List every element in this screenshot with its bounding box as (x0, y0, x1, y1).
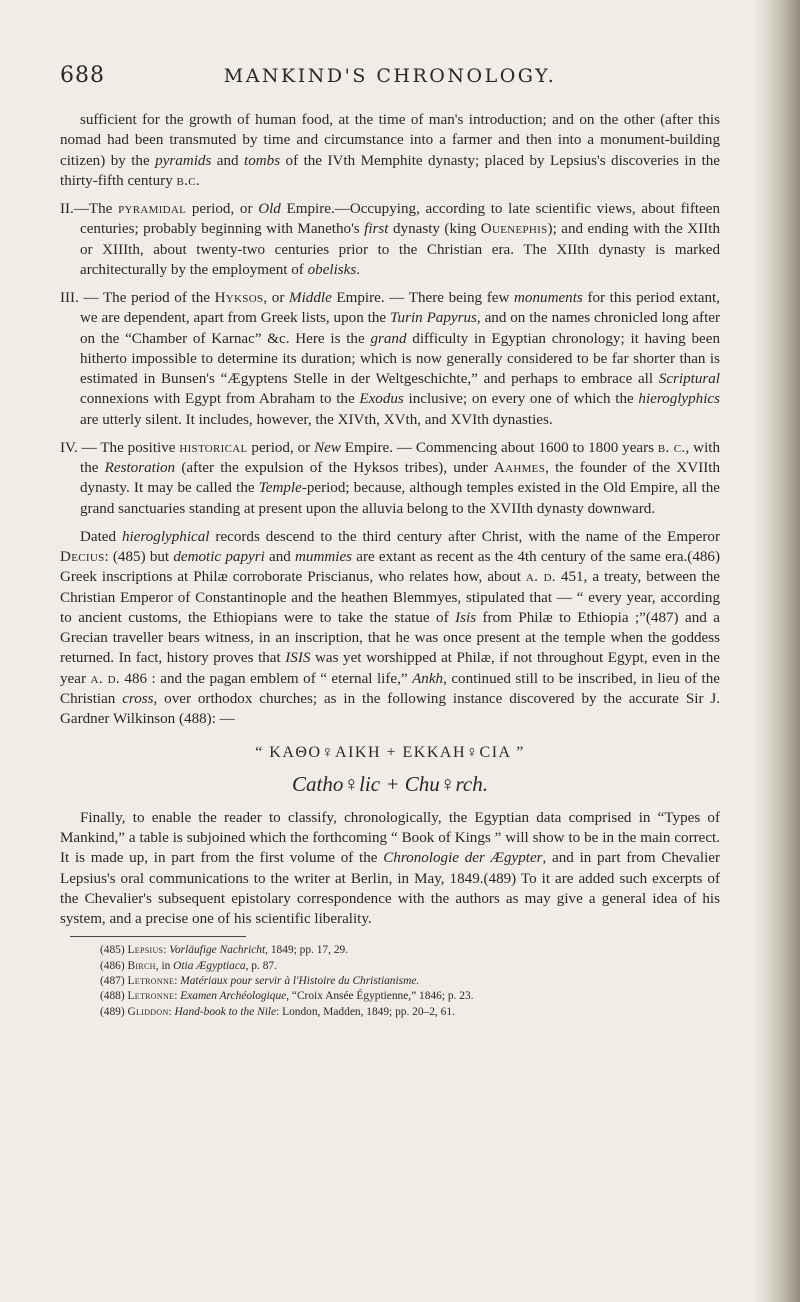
text-run: (488) (100, 990, 128, 1003)
italic-text: Examen Archéologique (180, 990, 287, 1003)
italic-text: tombs (244, 152, 281, 169)
text-run: , and in part from Chevalier Lepsius's oral communications to the writer at Berlin, in May, 1849.(489) To it are added such excerpts of the Chevalier's subsequent epistolary correspondence with the authors as may give a general idea of his system, and a precise one of his scientific liberality. (60, 850, 720, 927)
latin-inscription: Catho♀lic + Chu♀rch. (292, 771, 488, 796)
footnote-488 (100, 989, 720, 1004)
small-caps-text: Gliddon (127, 1005, 169, 1018)
italic-text: cross (122, 690, 154, 707)
italic-text: Middle (289, 290, 332, 306)
text-run: 451, a treaty, between the Christian Emperor of Constantinople and the heathen Blemmyes, stipulated that — “ every year, according to ancient customs, the Ethiopians were to take the statue of (60, 569, 720, 626)
italic-text: New (314, 439, 341, 456)
paragraph-hieroglyphical-records (60, 527, 720, 730)
footnote-487 (100, 974, 720, 989)
italic-text: Matériaux pour servir à l'Histoire du Christianisme. (180, 975, 420, 988)
text-run: Empire.—Occupying, according to late scientific views, about fifteen centuries; probably beginning with Manetho's (80, 201, 720, 238)
italic-text: Otia Ægyptiaca (173, 959, 246, 972)
footnote-485 (100, 943, 720, 958)
text-run: inclusive; on every one of which the (403, 391, 639, 408)
small-caps-text: b. c. (657, 439, 686, 456)
small-caps-text: Hyksos (214, 290, 264, 306)
running-head: MANKIND'S CHRONOLOGY. (223, 65, 557, 87)
italic-text: Old (258, 201, 281, 217)
text-run: ); and ending with the XIIth or XIIIth, about twenty-two centuries prior to the Christian era. The XIIth dynasty is marked architecturally by the employment of (80, 221, 720, 278)
text-run: : (174, 975, 181, 988)
text-run: (after the expulsion of the Hyksos tribes), under (175, 460, 494, 476)
text-run: , p. 87. (245, 959, 277, 972)
text-run: . (356, 261, 361, 278)
text-run: and (211, 152, 245, 169)
italic-text: Hand-book to the Nile (174, 1005, 277, 1018)
small-caps-text: pyramidal (118, 201, 187, 217)
italic-text: Turin Papyrus (389, 310, 477, 327)
text-run: : (163, 944, 170, 957)
paragraph-hyksos-period (60, 288, 720, 430)
italic-text: Temple (258, 480, 302, 497)
italic-text: hieroglyphics (638, 391, 720, 408)
italic-text: Restoration (104, 460, 176, 476)
footnote-486 (100, 959, 720, 974)
text-run: -period; because, although temples existed in the Old Empire, all the grand sanctuaries standing at present upon the alluvia belong to the XVIIth dynasty downward. (80, 480, 720, 517)
italic-text: grand (370, 330, 407, 347)
text-run: of the IVth Memphite dynasty; placed by Lepsius's discoveries in the thirty-fifth century (60, 152, 721, 189)
text-run: (487) (100, 975, 128, 988)
text-run: and (264, 549, 296, 565)
italic-text: hieroglyphical (122, 528, 210, 545)
greek-inscription: “ KAΘO♀AIKH + EKKAH♀CIA ” (255, 744, 525, 762)
text-run: for this period extant, we are dependent, apart from Greek lists, upon the (80, 290, 720, 327)
italic-text: Exodus (359, 391, 404, 408)
page-header (60, 63, 720, 93)
text-run: Finally, to enable the reader to classify, chronologically, the Egyptian data comprised in “Types of Mankind,” a table is subjoined which the forthcoming “ Book of Kings ” will show to be in the main correct. It is made up, in part from the first volume of the (60, 809, 720, 867)
text-run: : (168, 1005, 175, 1018)
paragraph-intro (60, 110, 720, 191)
text-run: connexions with Egypt from Abraham to the (80, 391, 360, 408)
paragraph-pyramidal-period (60, 199, 720, 280)
italic-text: obelisks (307, 261, 357, 278)
text-run: , with the (80, 439, 720, 476)
text-run: difficulty in Egyptian chronology; it having been hitherto impossible to determine its duration; which is now generally considered to be far shorter than is estimated in Bunsen's “Ægyptens Stelle in der Weltgeschichte,” and perhaps to embrace all (80, 330, 720, 387)
italic-text: demotic papyri (173, 549, 265, 565)
italic-text: Scriptural (658, 371, 720, 387)
small-caps-text: Letronne (127, 990, 175, 1003)
text-run: Empire. — There being few (331, 290, 515, 306)
text-run: period, or (247, 439, 315, 456)
text-run: , 1849; pp. 17, 29. (265, 944, 349, 957)
text-run: , continued still to be inscribed, in lieu of the Christian (60, 670, 720, 707)
text-run: (485) (100, 944, 128, 957)
text-run: are extant as recent as the 4th century of the same era.(486) Greek inscriptions at Philæ corroborate Priscianus, who relates how, about (60, 549, 720, 586)
text-run: III. — The period of the (60, 290, 215, 306)
footnotes (60, 943, 720, 1020)
italic-text: ISIS (285, 650, 311, 667)
text-run: was yet worshipped at Philæ, if not throughout Egypt, even in the year (60, 650, 720, 687)
small-caps-text: b.c. (176, 172, 200, 189)
text-run: 486 : and the pagan emblem of “ eternal life,” (119, 670, 413, 687)
text-run: , and on the names chronicled long after on the “Chamber of Karnac” &c. Here is the (80, 310, 720, 347)
text-run: : (485) but (104, 549, 174, 565)
text-run: period, or (186, 201, 259, 217)
text-run: : (174, 990, 181, 1003)
text-run: records descend to the third century after Christ, with the name of the Emperor (209, 528, 720, 545)
body-text (60, 110, 720, 1020)
italic-text: pyramids (155, 152, 212, 169)
text-run: IV. — The positive (60, 439, 180, 456)
small-caps-text: a. d. (90, 670, 120, 687)
small-caps-text: historical (179, 439, 248, 456)
small-caps-text: Decius (60, 549, 105, 565)
paragraph-finally (60, 808, 720, 930)
text-run: II.—The (60, 201, 119, 217)
italic-text: Vorläufige Nachricht (169, 944, 266, 957)
text-run: (489) (100, 1005, 128, 1018)
italic-text: first (364, 221, 389, 238)
footnote-489 (100, 1005, 720, 1020)
page-number: 688 (60, 63, 105, 88)
small-caps-text: Aahmes (493, 460, 546, 476)
text-run: , or (263, 290, 290, 306)
small-caps-text: Ouenephis (480, 221, 548, 238)
small-caps-text: a. d. (525, 569, 556, 586)
italic-text: Chronologie der Ægypter (383, 850, 543, 867)
text-run: : London, Madden, 1849; pp. 20–2, 61. (276, 1005, 455, 1018)
small-caps-text: Birch (127, 959, 156, 972)
italic-text: Ankh (412, 670, 444, 687)
text-run: sufficient for the growth of human food, at the time of man's introduction; and on the other (after this nomad had been transmuted by time and circumstance into a farmer and then into a monument-building citizen) by the (60, 112, 720, 169)
text-run: from Philæ to Ethiopia ;”(487) and a Grecian traveller bears witness, in an inscription, that he was once present at the temple when the goddess returned. In fact, history proves that (60, 609, 720, 667)
text-run: , over orthodox churches; as in the following instance discovered by the accurate Sir J. Gardner Wilkinson (488): — (60, 690, 720, 727)
italic-text: mummies (295, 549, 353, 565)
footnote-divider (70, 936, 246, 937)
paragraph-historical-period (60, 438, 720, 519)
small-caps-text: Letronne (127, 975, 175, 988)
text-run: , in (155, 959, 174, 972)
small-caps-text: Lepsius (127, 944, 164, 957)
text-run: Empire. — Commencing about 1600 to 1800 years (340, 439, 658, 456)
text-run: are utterly silent. It includes, however, the XIVth, XVth, and XVIth dynasties. (80, 411, 553, 428)
text-run: , the founder of the XVIIth dynasty. It may be called the (80, 460, 720, 497)
text-run: (486) (100, 959, 128, 972)
text-run: , “Croix Ansée Égyptienne,” 1846; p. 23. (286, 990, 474, 1003)
text-run: dynasty (king (388, 221, 481, 238)
page-edge-shadow (754, 0, 800, 1302)
italic-text: Isis (455, 609, 477, 626)
italic-text: monuments (514, 290, 583, 306)
text-run: Dated (80, 528, 122, 545)
